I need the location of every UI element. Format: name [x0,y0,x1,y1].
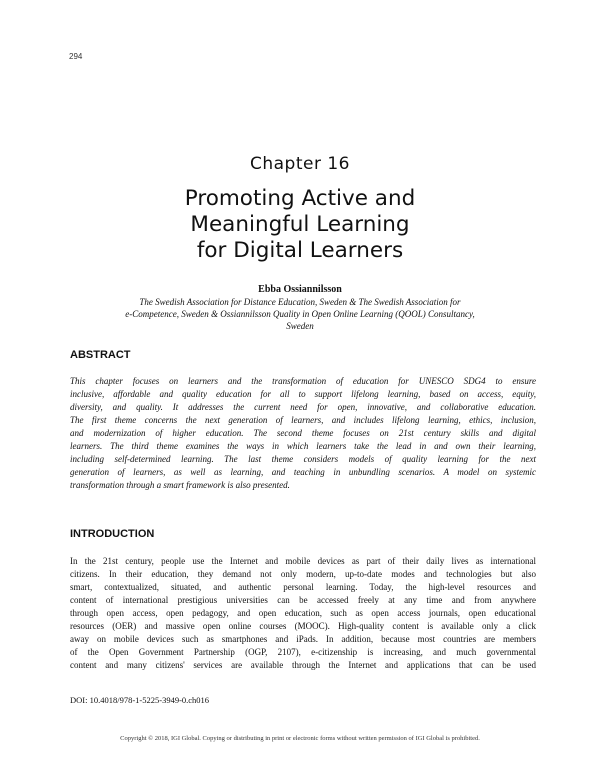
copyright-notice: Copyright © 2018, IGI Global. Copying or distributing in print or electronic forms without written permission of IGI Global is prohibited. [120,735,480,742]
abstract-heading: ABSTRACT [70,349,131,361]
introduction-text [70,555,536,672]
abstract-text [70,375,536,492]
introduction-line: through open access, open pedagogy, and open education, such as open access journals, open educational [70,608,536,618]
abstract-line: The first theme concerns the next generation of learners, and includes lifelong learning, ethics, inclusion, [70,415,536,425]
doi: DOI: 10.4018/978-1-5225-3949-0.ch016 [70,695,210,705]
chapter-title-line: Meaningful Learning [190,212,410,237]
affiliation-line: e-Competence, Sweden & Ossiannilsson Quality in Open Online Learning (QOOL) Consultancy, [125,309,475,319]
author-affiliation [70,296,530,332]
introduction-line: citizens. In their education, they demand not only modern, up-to-date modes and technologies but also [70,569,536,579]
chapter-title-line: for Digital Learners [196,238,404,263]
introduction-heading: INTRODUCTION [70,528,155,540]
abstract-line: inclusive, affordable and quality education for all to support lifelong learning, based on access, equity, [70,389,536,399]
abstract-line: learners. The third theme examines the ways in which learners take the lead in and own their learning, [70,441,536,451]
abstract-line: including self-determined learning. The last theme considers models of quality learning for the next [70,454,536,464]
affiliation-line: The Swedish Association for Distance Education, Sweden & The Swedish Association for [139,297,461,307]
affiliation-line: Sweden [286,321,314,331]
introduction-line: resources (OER) and massive open online courses (MOOC). High-quality content is available only a click [70,621,536,631]
introduction-line: In the 21st century, people use the Internet and mobile devices as part of their daily lives as international [70,556,536,566]
introduction-line: of the Open Government Partnership (OGP, 2107), e-citizenship is increasing, and much governmental [70,647,536,657]
introduction-line: smart, contextualized, situated, and authentic personal learning. Today, the high-level resources and [70,582,536,592]
chapter-title [0,186,600,264]
abstract-line: and modernization of higher education. The second theme focuses on 21st century skills and digital [70,428,536,438]
abstract-line: transformation through a smart framework is also presented. [70,480,290,490]
introduction-line: content and many citizens' services are available through the Internet and applications that can be used [70,660,536,670]
introduction-line: away on mobile devices such as smartphones and iPads. In addition, because most countries are members [70,634,536,644]
chapter-title-line: Promoting Active and [184,186,416,211]
page-number: 294 [69,52,83,61]
abstract-line: This chapter focuses on learners and the transformation of education for UNESCO SDG4 to ensure [70,376,536,386]
abstract-line: generation of learners, as well as learning, and teaching in unbundling scenarios. A model on systemic [70,467,536,477]
chapter-label: Chapter 16 [249,154,350,174]
introduction-line: content of international prestigious universities can be accessed freely at any time and from anywhere [70,595,536,605]
author-name: Ebba Ossiannilsson [258,284,342,295]
abstract-line: diversity, and quality. It addresses the current need for open, innovative, and collaborative education. [70,402,536,412]
